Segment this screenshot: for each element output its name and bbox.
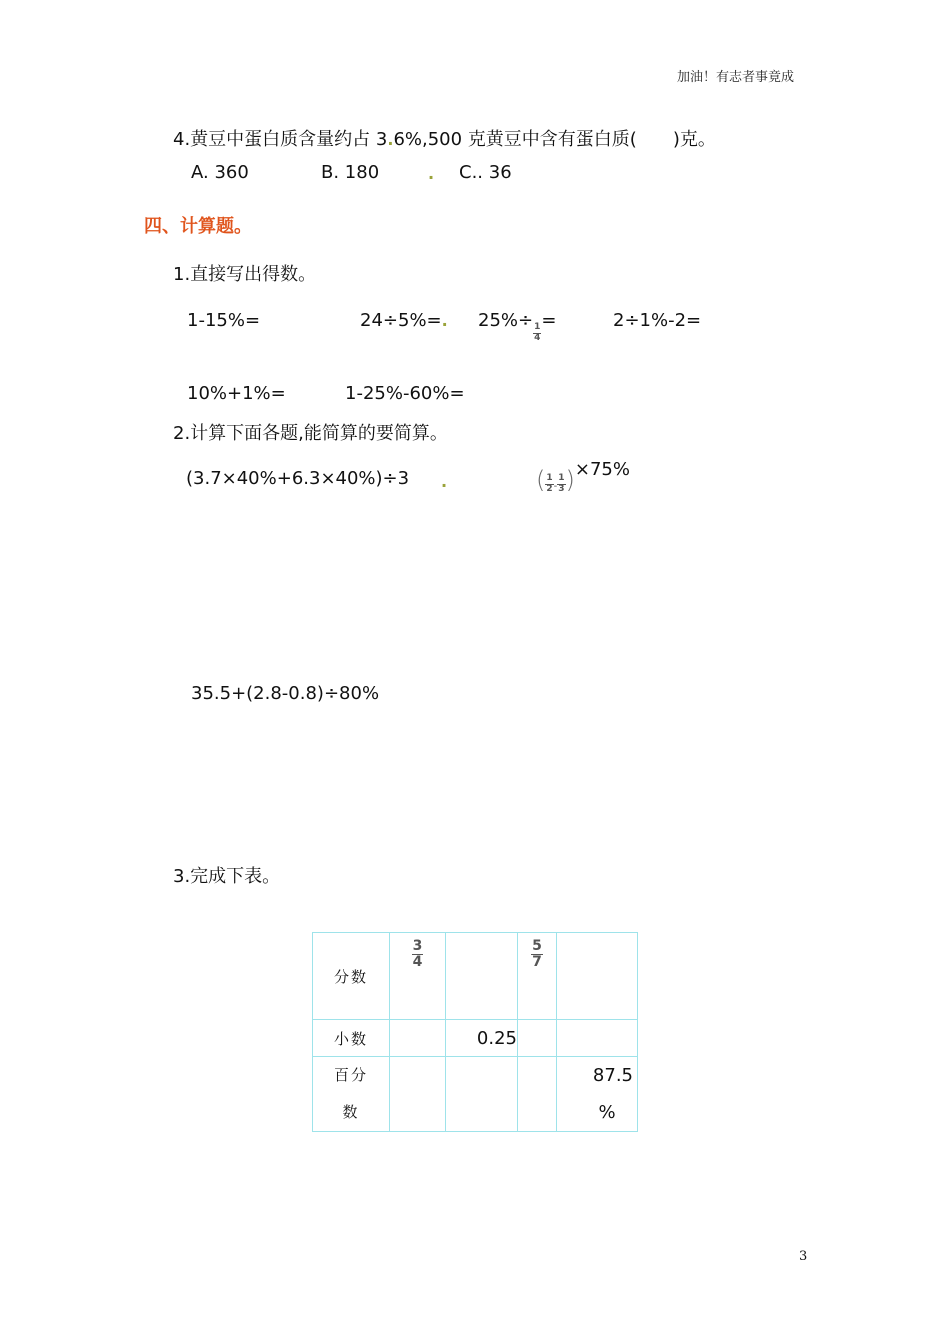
calc-item — [360, 310, 448, 331]
question-4-text-after: 6%,500 克黄豆中含有蛋白质( — [393, 129, 637, 150]
calc-item: 1-15%= — [187, 310, 261, 331]
fraction-cell — [518, 933, 557, 1020]
option-c-label: C. — [459, 162, 478, 183]
page-number: 3 — [799, 1249, 808, 1264]
empty-cell[interactable] — [557, 1020, 638, 1057]
calc-item: 2÷1%-2= — [613, 310, 702, 331]
empty-cell[interactable] — [390, 1057, 446, 1132]
calc-item: 10%+1%= — [187, 383, 286, 404]
decoration-dot: . — [387, 130, 394, 149]
fraction-numerator: 3 — [412, 938, 423, 954]
decimal-value: 0.25 — [476, 1027, 517, 1049]
expression-2 — [536, 459, 630, 494]
paren-open: ( — [536, 466, 546, 494]
fraction — [412, 939, 424, 969]
fraction-numerator: 1 — [534, 322, 541, 333]
fraction-numerator: 1 — [546, 473, 553, 484]
paren-close: ) — [565, 466, 575, 494]
percent-sign: % — [598, 1102, 616, 1123]
header-motto: 加油！有志者事竟成 — [677, 70, 795, 85]
conversion-table — [312, 932, 638, 1132]
row-label-fraction — [313, 933, 390, 1020]
empty-cell[interactable] — [518, 1020, 557, 1057]
subquestion-2-title: 2.计算下面各题,能简算的要简算。 — [173, 423, 448, 444]
section-heading: 四、计算题。 — [144, 216, 252, 237]
empty-cell[interactable] — [518, 1057, 557, 1132]
calc-item-text: 25%÷ — [478, 310, 534, 331]
decoration-dot: . — [428, 164, 435, 183]
fraction-denominator: 2 — [546, 483, 553, 494]
table-row — [313, 933, 638, 1020]
row-label-text: 小数 — [333, 1029, 368, 1048]
row-label-percent — [313, 1057, 390, 1132]
empty-cell[interactable] — [446, 1057, 518, 1132]
option-c[interactable] — [459, 162, 512, 183]
option-b[interactable]: B. 180 — [321, 162, 380, 183]
question-4 — [173, 125, 716, 151]
fraction-numerator: 1 — [558, 473, 565, 484]
option-a[interactable]: A. 360 — [191, 162, 249, 183]
row-label-text: 分数 — [333, 967, 368, 986]
fraction-cell — [390, 933, 446, 1020]
decimal-cell — [446, 1020, 518, 1057]
fraction — [531, 939, 543, 969]
empty-cell[interactable] — [446, 933, 518, 1020]
question-4-text-before: 4.黄豆中蛋白质含量约占 3 — [173, 129, 388, 150]
row-label-text: 数 — [342, 1103, 360, 1121]
empty-cell[interactable] — [557, 933, 638, 1020]
calc-item-text: 24÷5%= — [360, 310, 442, 331]
fraction — [533, 323, 541, 343]
row-label-decimal — [313, 1020, 390, 1057]
decoration-dot: . — [441, 472, 448, 491]
expression-3: 35.5+(2.8-0.8)÷80% — [191, 683, 380, 704]
row-label-text: 百分 — [333, 1066, 368, 1084]
fraction-denominator: 4 — [534, 332, 541, 343]
percent-cell — [557, 1057, 638, 1132]
question-4-blank-close: )克。 — [672, 129, 716, 150]
option-c-value: . 36 — [477, 162, 512, 183]
fraction-denominator: 4 — [412, 953, 423, 970]
table-row — [313, 1020, 638, 1057]
calc-item: 1-25%-60%= — [345, 383, 465, 404]
fraction-denominator: 7 — [532, 953, 542, 970]
expression-2-tail: ×75% — [574, 459, 630, 480]
table-row — [313, 1057, 638, 1132]
calc-item — [478, 310, 557, 343]
percent-value: 87.5 — [592, 1065, 633, 1086]
fraction — [557, 474, 565, 494]
fraction-numerator: 5 — [532, 938, 542, 954]
fraction — [545, 474, 553, 494]
decoration-dot: . — [441, 311, 448, 330]
calc-item-text: = — [541, 310, 557, 331]
subquestion-3-title: 3.完成下表。 — [173, 866, 281, 887]
fraction-denominator: 3 — [558, 483, 565, 494]
expression-1: (3.7×40%+6.3×40%)÷3 — [186, 468, 410, 489]
subquestion-1-title: 1.直接写出得数。 — [173, 264, 317, 285]
empty-cell[interactable] — [390, 1020, 446, 1057]
minus-sign: - — [553, 481, 558, 492]
